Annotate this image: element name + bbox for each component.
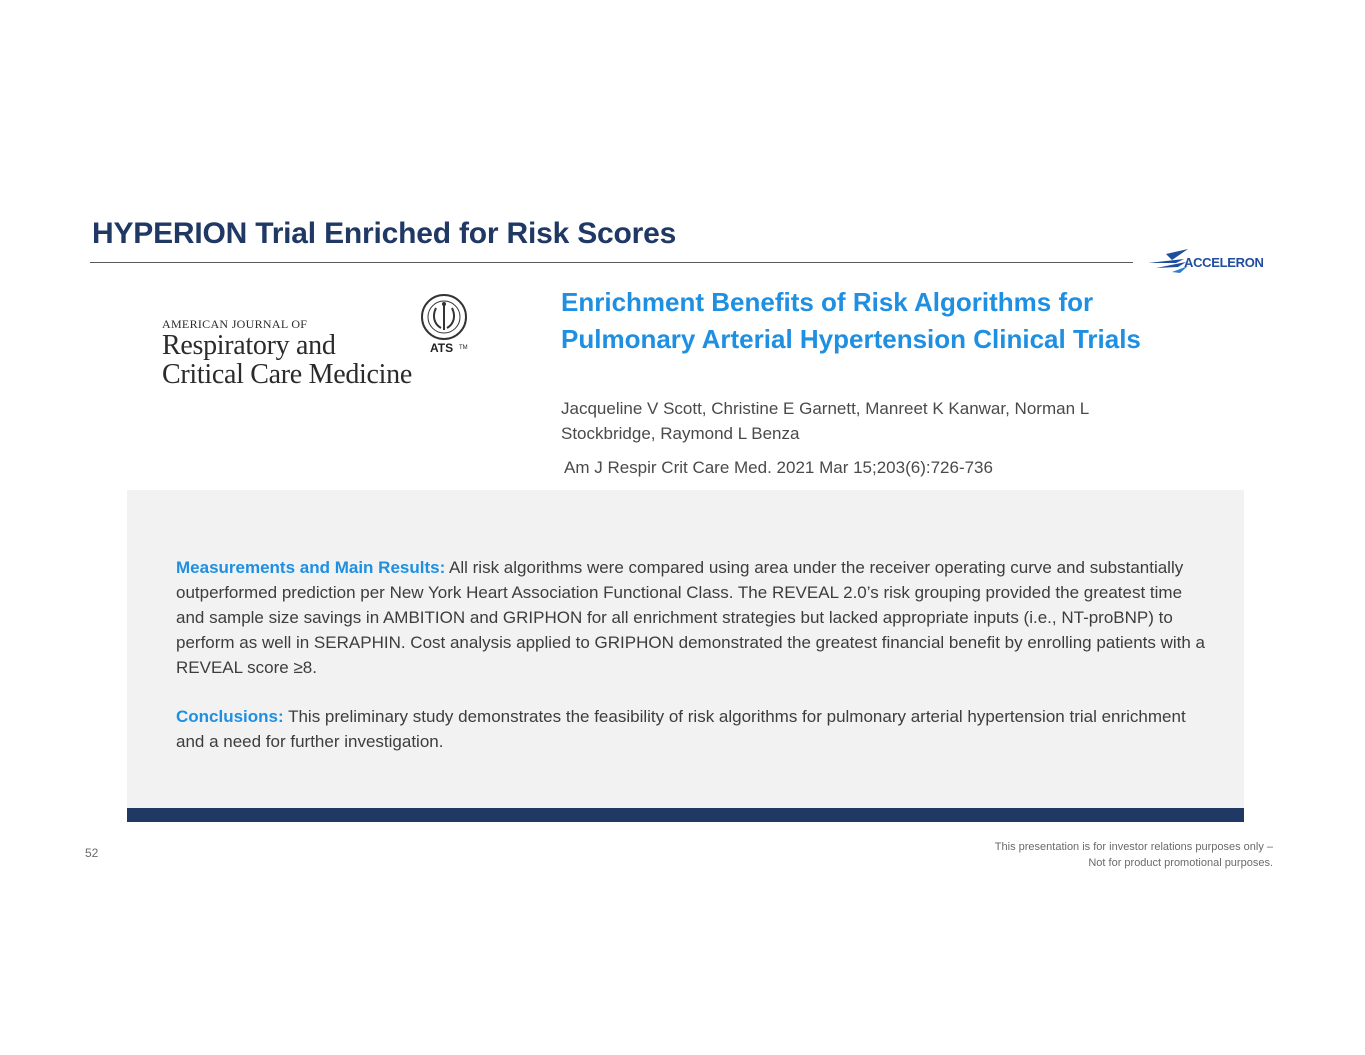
results-text: All risk algorithms were compared using area under the receiver operating curve and substantially outperformed prediction per New York Heart Association Functional Class. The REVEAL 2.0’s risk grouping provided the greatest time and sample size savings in AMBITION and GRIPHON for all enrichment strategies but lacked appropriate inputs (i.e., NT-proBNP) to perform as well in SERAPHIN. Cost analysis applied to GRIPHON demonstrated the greatest financial benefit by enrolling patients with a REVEAL score ≥8. xyxy=(176,558,1205,677)
ats-seal-text: ATS xyxy=(430,341,454,355)
ats-seal-tm: TM xyxy=(459,345,468,351)
abstract-conclusions xyxy=(176,704,1206,754)
conclusions-text: This preliminary study demonstrates the feasibility of risk algorithms for pulmonary arterial hypertension trial enrichment and a need for further investigation. xyxy=(176,707,1186,751)
journal-name-line2: Critical Care Medicine xyxy=(162,359,412,390)
article-title: Enrichment Benefits of Risk Algorithms for Pulmonary Arterial Hypertension Clinical Trials xyxy=(561,287,1141,354)
article-citation: Am J Respir Crit Care Med. 2021 Mar 15;203(6):726-736 xyxy=(564,458,993,477)
disclaimer xyxy=(995,839,1273,871)
journal-prefix: AMERICAN JOURNAL OF xyxy=(162,317,308,331)
title-divider xyxy=(90,262,1133,263)
abstract-footer-bar xyxy=(127,808,1244,822)
disclaimer-line1: This presentation is for investor relations purposes only – xyxy=(994,841,1273,853)
conclusions-label: Conclusions: xyxy=(176,707,284,726)
journal-logo xyxy=(162,290,482,400)
page-number: 52 xyxy=(85,846,99,860)
brand-name: ACCELERON xyxy=(1184,254,1264,270)
journal-name-line1: Respiratory and xyxy=(162,330,336,361)
abstract-results xyxy=(176,555,1206,680)
article-authors: Jacqueline V Scott, Christine E Garnett, Manreet K Kanwar, Norman L Stockbridge, Raymond L Benza xyxy=(561,399,1089,443)
disclaimer-line2: Not for product promotional purposes. xyxy=(1088,857,1273,869)
results-label: Measurements and Main Results: xyxy=(176,558,446,577)
slide-title: HYPERION Trial Enriched for Risk Scores xyxy=(92,217,677,250)
acceleron-logo xyxy=(1146,246,1281,278)
